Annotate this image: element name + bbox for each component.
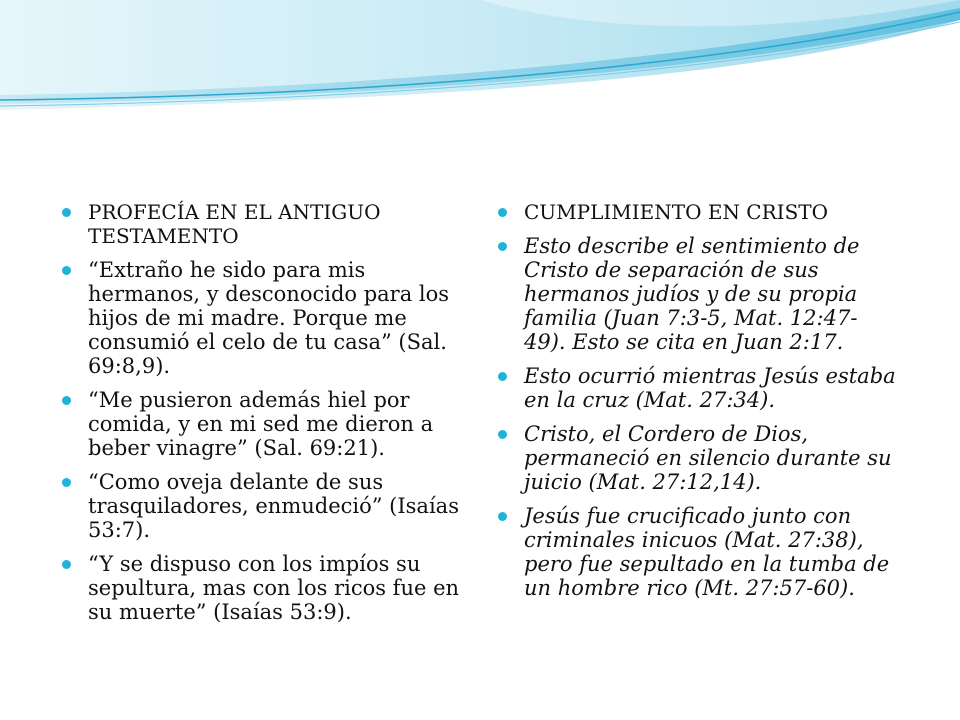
- fulfillment-heading: CUMPLIMIENTO EN CRISTO: [498, 200, 898, 224]
- header-wave-decoration: [0, 0, 960, 120]
- fulfillment-column: [498, 200, 898, 610]
- prophecy-heading: PROFECÍA EN EL ANTIGUO TESTAMENTO: [62, 200, 462, 248]
- prophecy-item-2: “Me pusieron además hiel por comida, y en mi sed me dieron a beber vinagre” (Sal. 69:21).: [62, 388, 462, 460]
- fulfillment-item-3: Cristo, el Cordero de Dios, permaneció en silencio durante su juicio (Mat. 27:12,14).: [498, 422, 898, 494]
- prophecy-item-3: “Como oveja delante de sus trasquiladores, enmudeció” (Isaías 53:7).: [62, 470, 462, 542]
- prophecy-column: [62, 200, 462, 634]
- fulfillment-item-4: Jesús fue crucificado junto con criminales inicuos (Mat. 27:38), pero fue sepultado en la tumba de un hombre rico (Mt. 27:57-60).: [498, 504, 898, 600]
- fulfillment-item-2: Esto ocurrió mientras Jesús estaba en la cruz (Mat. 27:34).: [498, 364, 898, 412]
- fulfillment-item-1: Esto describe el sentimiento de Cristo de separación de sus hermanos judíos y de su propia familia (Juan 7:3-5, Mat. 12:47-49). Esto se cita en Juan 2:17.: [498, 234, 898, 354]
- prophecy-item-1: “Extraño he sido para mis hermanos, y desconocido para los hijos de mi madre. Porque me consumió el celo de tu casa” (Sal. 69:8,9).: [62, 258, 462, 378]
- prophecy-item-4: “Y se dispuso con los impíos su sepultura, mas con los ricos fue en su muerte” (Isaías 53:9).: [62, 552, 462, 624]
